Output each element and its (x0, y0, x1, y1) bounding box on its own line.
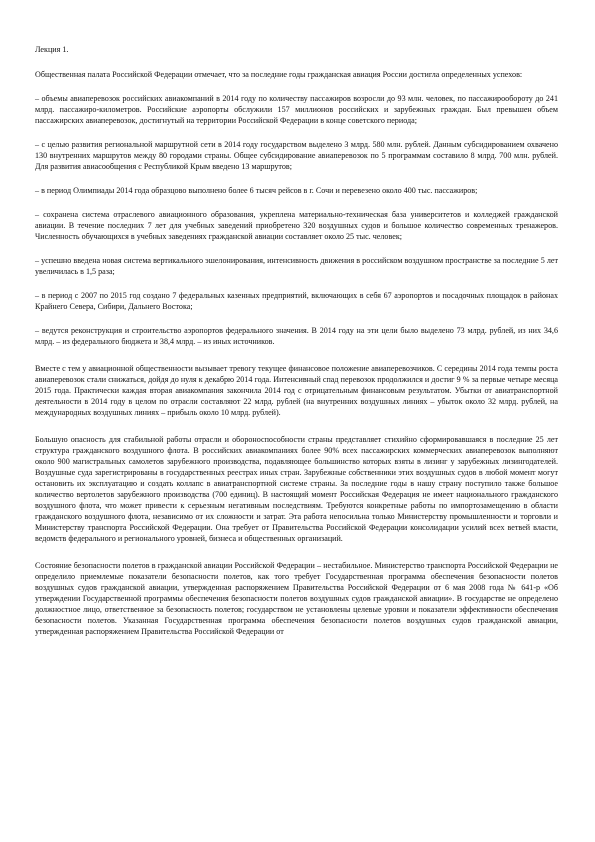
achievement-item: – объемы авиаперевозок российских авиакомпаний в 2014 году по количеству пассажиров возросли до 93 млн. человек, по пассажирообороту до 241 млрд. пассажиро-километров. Российские аэропорты обслужили 157 миллионов российских и зарубежных граждан. Был превышен объем пассажирских авиаперевозок, достигнутый на территории Российской Федерации в конце советского периода; (35, 94, 558, 125)
lecture-heading: Лекция 1. (35, 45, 69, 54)
achievement-item: – успешно введена новая система вертикального эшелонирования, интенсивность движения в российском воздушном пространстве за последние 5 лет увеличилась в 1,5 раза; (35, 256, 558, 276)
safety-paragraph: Состояние безопасности полетов в гражданской авиации Российской Федерации – нестабильное. Министерство транспорта Российской Федерации не определило приемлемые показатели безопасности полетов, как того требует Государственная программа обеспечения безопасности полетов воздушных судов гражданской авиации, утвержденная распоряжением Правительства Российской Федерации от 6 мая 2008 года № 641-р «Об утверждении Государственной программы обеспечения безопасности полетов воздушных судов гражданской авиации». В государстве не определено должностное лицо, ответственное за безопасность полетов; государством не установлены целевые уровни и показатели эффективности обеспечения безопасности полетов. Указанная Государственная программа обеспечения безопасности полетов воздушных судов гражданской авиации, утвержденная распоряжением Правительства Российской Федерации от (35, 561, 558, 636)
finance-paragraph: Вместе с тем у авиационной общественности вызывает тревогу текущее финансовое положение авиаперевозчиков. С середины 2014 года темпы роста авиаперевозок стали снижаться, дойдя до нуля к декабрю 2014 года. Интенсивный спад перевозок продолжился и достиг 9 % за первые четыре месяца 2015 года. Практически каждая вторая авиакомпания закончила 2014 год с отрицательным финансовым результатом. Убытки от авиатранспортной деятельности в 2014 году в целом по отрасли составляют 22 млрд. рублей (на внутренних воздушных линиях – убыток около 32 млрд. рублей, на международных воздушных линиях – прибыль около 10 млрд. рублей). (35, 364, 558, 417)
achievement-item: – сохранена система отраслевого авиационного образования, укреплена материально-техническая база университетов и колледжей гражданской авиации. В течение последних 7 лет для учебных заведений приобретено 320 воздушных судов и большое количество современных тренажеров. Численность обучающихся в учебных заведениях гражданской авиации составляет около 25 тыс. человек; (35, 210, 558, 241)
achievement-item: – в период Олимпиады 2014 года образцово выполнено более 6 тысяч рейсов в г. Сочи и перевезено около 400 тыс. пассажиров; (35, 186, 478, 195)
intro-paragraph: Общественная палата Российской Федерации отмечает, что за последние годы гражданская авиация России достигла определенных успехов: (35, 70, 523, 79)
document-body (35, 44, 558, 650)
achievement-item: – с целью развития региональной маршрутной сети в 2014 году государством выделено 3 млрд. 580 млн. рублей. Данным субсидированием охвачено 130 внутренних маршрутов между 80 городами страны. Общее субсидирование авиаперевозок по 5 программам составило 8 млрд. 700 млн. рублей. Для развития авиасообщения с Республикой Крым введено 13 маршрутов; (35, 140, 558, 171)
fleet-paragraph: Большую опасность для стабильной работы отрасли и обороноспособности страны представляет стихийно сформировавшаяся в последние 25 лет структура гражданского воздушного флота. В российских авиакомпаниях более 90% всех пассажирских коммерческих авиаперевозок выполняют около 900 магистральных самолетов зарубежного производства, подавляющее большинство которых взяты в лизинг у зарубежных лизингодателей. Воздушные суда зарегистрированы в государственных реестрах иных стран. Зарубежные собственники этих воздушных судов в любой момент могут остановить их эксплуатацию и создать коллапс в авиатранспортной системе страны. За последние годы в нашу страну поступило также большое количество вертолетов зарубежного производства (700 единиц). В настоящий момент Российская Федерация не имеет национального гражданского воздушного флота, что может привести к серьезным негативным последствиям. Требуются конкретные работы по импортозамещению в области гражданского воздушного флота, независимо от их сложности и затрат. Эта работа непосильна только Министерству промышленности и торговли и Министерству транспорта Российской Федерации. Она требует от Правительства Российской Федерации консолидации усилий всех ветвей власти, ведомств федерального и регионального уровней, бизнеса и общественных организаций. (35, 435, 558, 543)
achievement-item: – в период с 2007 по 2015 год создано 7 федеральных казенных предприятий, включающих в себя 67 аэропортов и посадочных площадок в районах Крайнего Севера, Сибири, Дальнего Востока; (35, 291, 558, 311)
achievement-item: – ведутся реконструкция и строительство аэропортов федерального значения. В 2014 году на эти цели было выделено 73 млрд. рублей, из них 34,6 млрд. – из федерального бюджета и 38,4 млрд. – из иных источников. (35, 326, 558, 346)
